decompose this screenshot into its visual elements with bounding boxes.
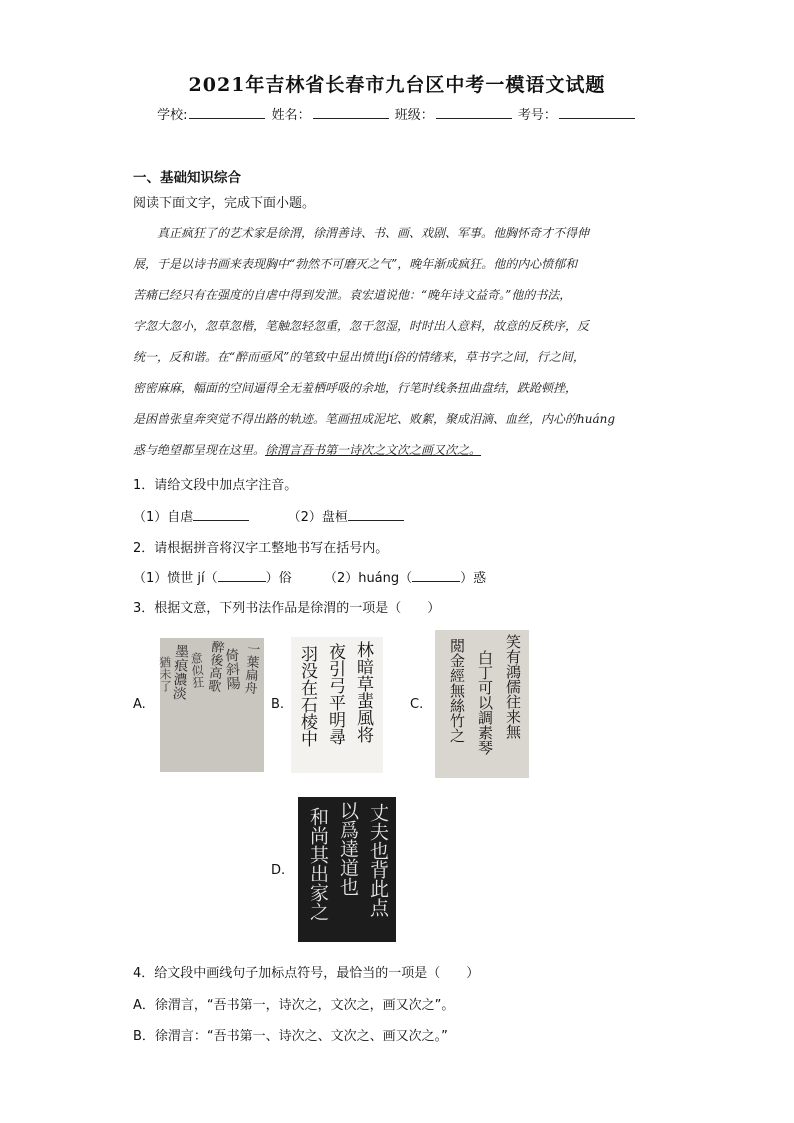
passage-line: 展，于是以诗书画来表现胸中“勃然不可磨灭之气”，晚年渐成疯狂。他的内心愤郁和 xyxy=(133,257,578,271)
option-c-label[interactable]: C. xyxy=(410,697,424,712)
exam-no-blank xyxy=(559,105,635,119)
class-blank xyxy=(436,105,512,119)
calligraphy-column: 意似狂 xyxy=(188,651,206,689)
passage-line: 密密麻麻，幅面的空间逼得全无羞栖呼吸的余地，行笔时线条扭曲盘结，跌跄顿挫， xyxy=(133,381,578,395)
section-instruction: 阅读下面文字，完成下面小题。 xyxy=(133,196,316,211)
q1-item-a: （1）自虐 xyxy=(133,510,194,525)
question-3: 3．根据文意，下列书法作品是徐渭的一项是（ ） xyxy=(133,601,441,616)
passage-line: 苦痛已经只有在强度的自虐中得到发泄。袁宏道说他：“晚年诗文益奇。”他的书法， xyxy=(133,288,572,302)
school-label: 学校: xyxy=(157,108,188,123)
question-1: 1．请给文段中加点字注音。 xyxy=(133,478,298,493)
option-a-calligraphy-image[interactable] xyxy=(157,638,264,772)
passage-line: 是困兽张皇奔突觉不得出路的轨迹。笔画扭成泥坨、败絮，聚成泪滴、血丝，内心的huáng xyxy=(133,412,616,426)
question-2-items xyxy=(133,567,486,586)
exam-title: 2021年吉林省长春市九台区中考一模语文试题 xyxy=(188,74,606,96)
calligraphy-column: 醉後高歌 xyxy=(204,639,225,693)
name-label: 姓名： xyxy=(271,108,311,123)
q2-answer-blank-a[interactable] xyxy=(218,569,266,582)
passage-line: 统一，反和谐。在“醉而亟风”的笔致中显出愤世jí俗的情绪来，草书字之间，行之间， xyxy=(133,350,585,364)
question-1-items xyxy=(133,506,404,525)
calligraphy-column: 夜引弓平明尋 xyxy=(325,643,345,745)
calligraphy-column: 倚斜陽 xyxy=(222,647,242,691)
passage-line: 真正疯狂了的艺术家是徐渭，徐渭善诗、书、画、戏剧、军事。他胸怀奇才不得伸 xyxy=(157,226,590,240)
section-heading: 一、基础知识综合 xyxy=(133,170,241,186)
passage-line-last xyxy=(133,435,663,466)
name-blank xyxy=(313,105,389,119)
option-a-label[interactable]: A. xyxy=(133,697,146,712)
question-2: 2．请根据拼音将汉字工整地书写在括号内。 xyxy=(133,541,389,556)
passage-line: 字忽大忽小，忽草忽楷，笔触忽轻忽重，忽干忽湿，时时出人意料，故意的反秩序，反 xyxy=(133,319,590,333)
calligraphy-column: 以爲達道也 xyxy=(337,801,359,896)
q2-item-b-post: ）惑 xyxy=(460,571,487,586)
calligraphy-column: 一葉扁舟 xyxy=(241,641,260,695)
passage-line: 惑与绝望都呈现在这里。 xyxy=(133,443,266,457)
q2-answer-blank-b[interactable] xyxy=(412,569,460,582)
q1-answer-blank-b[interactable] xyxy=(348,508,404,521)
underlined-sentence: 徐渭言吾书第一诗次之文次之画又次之。 xyxy=(265,443,482,457)
q2-item-a-post: ）俗 xyxy=(265,571,292,586)
exam-no-label: 考号： xyxy=(517,108,557,123)
reading-passage xyxy=(133,218,663,466)
calligraphy-column: 白丁可以調素琴 xyxy=(476,650,494,755)
question-4-option-b[interactable]: B．徐渭言：“吾书第一、诗次之、文次之、画又次之。” xyxy=(133,1029,448,1044)
option-d-calligraphy-rubbing-image[interactable] xyxy=(298,797,396,942)
calligraphy-column: 墨痕濃淡 xyxy=(170,643,190,701)
option-b-label[interactable]: B. xyxy=(271,697,285,712)
q2-item-b-pre: （2）huáng（ xyxy=(323,571,413,586)
option-c-calligraphy-image[interactable] xyxy=(435,630,529,778)
school-blank xyxy=(189,105,265,119)
q1-answer-blank-a[interactable] xyxy=(193,508,249,521)
calligraphy-column: 丈夫也背此点 xyxy=(367,803,389,917)
question-4-option-a[interactable]: A．徐渭言，“吾书第一，诗次之，文次之，画又次之”。 xyxy=(133,998,455,1013)
calligraphy-column: 笑有鴻儒往来無 xyxy=(504,634,522,739)
student-info-row xyxy=(0,104,794,123)
question-4: 4．给文段中画线句子加标点符号，最恰当的一项是（ ） xyxy=(133,966,480,981)
calligraphy-column: 林暗草蜚風将 xyxy=(353,641,373,743)
class-label: 班级： xyxy=(394,108,434,123)
calligraphy-column: 閲金經無絲竹之 xyxy=(448,638,466,743)
calligraphy-column: 猶未了 xyxy=(157,655,173,693)
calligraphy-column: 羽没在石棱中 xyxy=(297,645,317,747)
q2-item-a-pre: （1）愤世 jí（ xyxy=(133,571,218,586)
option-b-calligraphy-image[interactable] xyxy=(291,637,383,773)
calligraphy-column: 和尚其出家之 xyxy=(307,807,329,921)
option-d-label[interactable]: D. xyxy=(271,863,286,878)
q1-item-b: （2）盘桓 xyxy=(287,510,348,525)
